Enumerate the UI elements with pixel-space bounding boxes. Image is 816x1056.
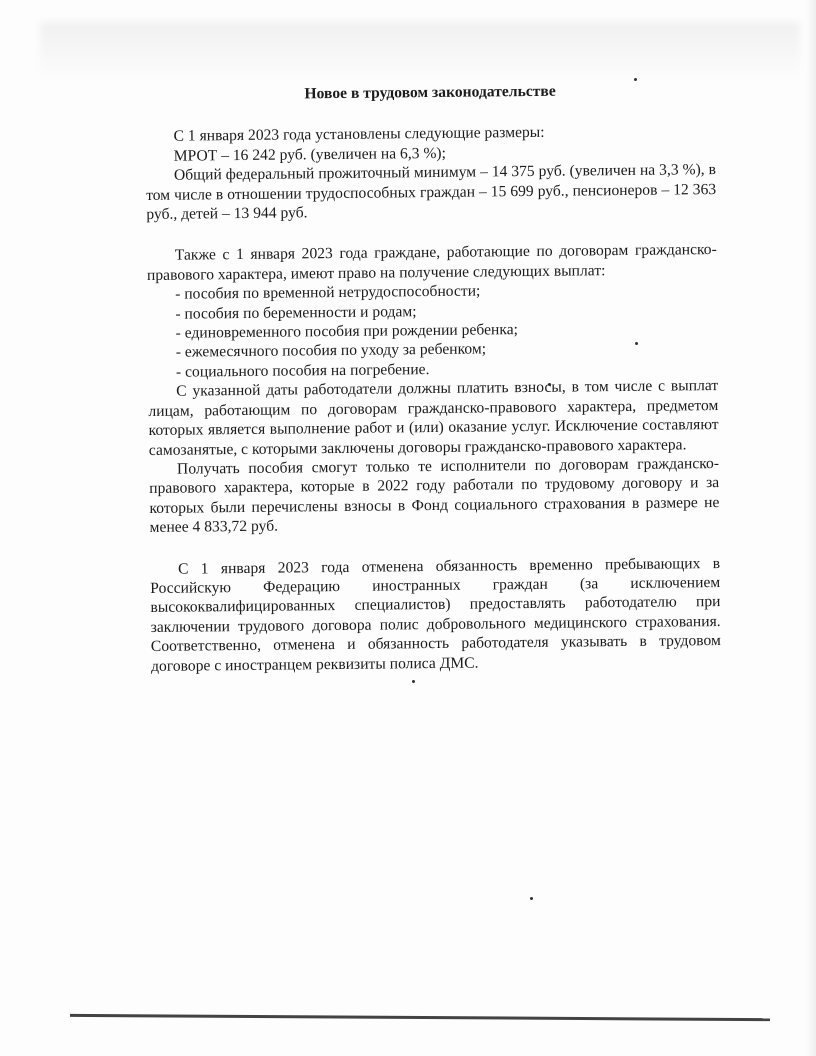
list-item: - пособия по беременности и родам; xyxy=(175,302,417,323)
list-item: - ежемесячного пособия по уходу за ребенком; xyxy=(175,340,487,362)
paragraph-line: С 1 января 2023 года установлены следующие размеры: xyxy=(173,124,545,146)
section-dms-policy xyxy=(150,554,721,676)
paragraph: Получать пособия смогут только те исполнители по договорам гражданско-правового характера, которые в 2022 году работали по трудовому договору и за которых были перечислены взносы в Фонд социального страхования в размере не менее 4 833,72 руб. xyxy=(149,454,720,537)
list-item: - социального пособия на погребение. xyxy=(175,360,430,381)
benefits-list xyxy=(147,279,718,382)
document-title: Новое в трудовом законодательстве xyxy=(304,82,556,103)
list-item: - единовременного пособия при рождении ребенка; xyxy=(175,321,519,342)
document-body xyxy=(145,80,721,676)
list-item: - пособия по временной нетрудоспособности; xyxy=(175,282,481,303)
paragraph: Общий федеральный прожиточный минимум – 14 375 руб. (увеличен на 3,3 %), в том числе в отношении трудоспособных граждан – 15 699 руб., пенсионеров – 12 363 руб., детей – 13 944 руб. xyxy=(146,161,717,224)
section-minimum-wage xyxy=(145,121,716,224)
section-gph-benefits xyxy=(147,240,720,537)
scan-speck xyxy=(412,680,415,683)
scan-edge-line xyxy=(70,1014,770,1021)
paragraph: С 1 января 2023 года отменена обязанность временно пребывающих в Российскую Федерацию иностранных граждан (за исключением высококвалифицированных специалистов) предоставлять работодателю при заключении трудового договора полис добровольного медицинского страхования. Соответственно, отменена и обязанность работодателя указывать в трудовом договоре с иностранцем реквизиты полиса ДМС. xyxy=(150,554,721,675)
scan-shadow-right xyxy=(806,0,816,1056)
paragraph: С указанной даты работодатели должны платить взносы, в том числе с выплат лицам, работающим по договорам гражданско-правового характера, предметом которых является выполнение работ и (или) оказание услуг. Исключение составляют самозанятые, с которыми заключены договоры гражданско-правового характера. xyxy=(148,377,719,459)
paragraph-line: МРОТ – 16 242 руб. (увеличен на 6,3 %); xyxy=(173,144,447,165)
paragraph: Также с 1 января 2023 года граждане, работающие по договорам гражданско-правового характера, имеют право на получение следующих выплат: xyxy=(146,241,717,284)
scan-shadow-top xyxy=(40,22,800,82)
scan-speck xyxy=(530,897,533,900)
